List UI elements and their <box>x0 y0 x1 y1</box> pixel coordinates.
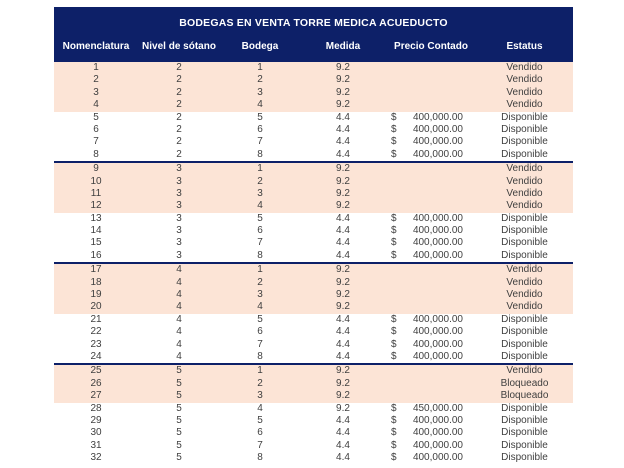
cell-medida: 4.4 <box>336 414 350 426</box>
table-row <box>54 314 573 326</box>
cell-nivel-sotano: 5 <box>176 427 182 439</box>
cell-bodega: 7 <box>257 338 263 350</box>
table-row <box>54 112 573 124</box>
column-header-estatus: Estatus <box>506 41 543 52</box>
cell-nivel-sotano: 3 <box>176 175 182 187</box>
cell-bodega: 1 <box>257 62 263 73</box>
cell-nomenclatura: 1 <box>93 62 99 73</box>
currency-symbol: $ <box>391 338 397 350</box>
cell-precio-contado <box>386 176 476 188</box>
cell-nomenclatura: 11 <box>90 187 102 199</box>
table-row <box>54 237 573 249</box>
currency-symbol: $ <box>391 123 397 135</box>
cell-bodega: 6 <box>257 123 263 135</box>
cell-nivel-sotano: 4 <box>176 313 182 325</box>
cell-bodega: 7 <box>257 439 263 451</box>
precio-amount: 400,000.00 <box>412 123 463 135</box>
cell-nivel-sotano: 5 <box>176 439 182 451</box>
table-row <box>54 136 573 148</box>
cell-estatus: Vendido <box>506 200 543 212</box>
currency-symbol: $ <box>391 402 397 414</box>
cell-precio-contado <box>386 62 476 74</box>
table-row <box>54 403 573 415</box>
table-row <box>54 124 573 136</box>
table-row <box>54 176 573 188</box>
cell-nomenclatura: 15 <box>90 237 102 249</box>
cell-nomenclatura: 5 <box>93 111 99 123</box>
cell-precio-contado <box>386 87 476 99</box>
cell-nivel-sotano: 4 <box>176 301 182 313</box>
precio-amount: 400,000.00 <box>412 148 463 160</box>
table-row <box>54 188 573 200</box>
cell-nivel-sotano: 3 <box>176 249 182 261</box>
cell-precio-contado <box>386 351 476 363</box>
cell-estatus: Vendido <box>506 187 543 199</box>
cell-precio-contado <box>386 264 476 276</box>
cell-nomenclatura: 30 <box>90 427 102 439</box>
column-header-bodega: Bodega <box>241 41 279 52</box>
currency-symbol: $ <box>391 111 397 123</box>
table-row <box>54 351 573 363</box>
cell-bodega: 4 <box>257 402 263 414</box>
cell-precio-contado <box>386 403 476 415</box>
cell-bodega: 6 <box>257 225 263 237</box>
currency-symbol: $ <box>391 350 397 362</box>
cell-estatus: Disponible <box>501 414 548 426</box>
table-row <box>54 440 573 452</box>
cell-medida: 4.4 <box>336 212 350 224</box>
cell-nivel-sotano: 4 <box>176 338 182 350</box>
column-header-row <box>54 36 573 62</box>
cell-estatus: Bloqueado <box>500 390 549 402</box>
cell-estatus: Vendido <box>506 301 543 313</box>
column-header-nivel-de-sotano: Nivel de sótano <box>142 41 216 52</box>
table-row <box>54 213 573 225</box>
bodegas-table <box>54 7 573 465</box>
cell-nivel-sotano: 2 <box>176 74 182 86</box>
cell-precio-contado <box>386 314 476 326</box>
cell-medida: 4.4 <box>336 237 350 249</box>
cell-nomenclatura: 28 <box>90 402 102 414</box>
cell-precio-contado <box>386 237 476 249</box>
cell-bodega: 6 <box>257 427 263 439</box>
cell-precio-contado <box>386 301 476 313</box>
cell-nomenclatura: 21 <box>90 313 102 325</box>
cell-estatus: Disponible <box>501 237 548 249</box>
cell-bodega: 5 <box>257 212 263 224</box>
cell-medida: 4.4 <box>336 136 350 148</box>
cell-bodega: 2 <box>257 377 263 389</box>
cell-nomenclatura: 13 <box>90 212 102 224</box>
cell-medida: 9.2 <box>336 390 350 402</box>
cell-precio-contado <box>386 149 476 161</box>
cell-nomenclatura: 7 <box>93 136 99 148</box>
cell-medida: 9.2 <box>336 74 350 86</box>
cell-nomenclatura: 8 <box>93 148 99 160</box>
currency-symbol: $ <box>391 427 397 439</box>
cell-nomenclatura: 29 <box>90 414 102 426</box>
cell-estatus: Disponible <box>501 338 548 350</box>
table-row <box>54 225 573 237</box>
cell-nomenclatura: 17 <box>90 264 102 276</box>
table-row <box>54 452 573 464</box>
cell-nomenclatura: 24 <box>90 350 102 362</box>
cell-estatus: Disponible <box>501 249 548 261</box>
cell-precio-contado <box>386 289 476 301</box>
cell-nivel-sotano: 3 <box>176 225 182 237</box>
cell-nomenclatura: 4 <box>93 99 99 111</box>
cell-medida: 4.4 <box>336 249 350 261</box>
cell-precio-contado <box>386 112 476 124</box>
table-row <box>54 363 573 377</box>
cell-medida: 9.2 <box>336 86 350 98</box>
cell-estatus: Disponible <box>501 148 548 160</box>
precio-amount: 400,000.00 <box>412 350 463 362</box>
cell-precio-contado <box>386 188 476 200</box>
cell-bodega: 8 <box>257 350 263 362</box>
cell-medida: 9.2 <box>336 402 350 414</box>
table-row <box>54 277 573 289</box>
cell-nomenclatura: 26 <box>90 377 102 389</box>
cell-bodega: 8 <box>257 148 263 160</box>
table-header <box>54 7 573 62</box>
cell-nivel-sotano: 4 <box>176 276 182 288</box>
precio-amount: 400,000.00 <box>412 249 463 261</box>
cell-medida: 9.2 <box>336 365 350 377</box>
cell-medida: 9.2 <box>336 264 350 276</box>
cell-nivel-sotano: 3 <box>176 187 182 199</box>
currency-symbol: $ <box>391 237 397 249</box>
cell-medida: 4.4 <box>336 123 350 135</box>
currency-symbol: $ <box>391 313 397 325</box>
table-row <box>54 378 573 390</box>
cell-precio-contado <box>386 378 476 390</box>
cell-nomenclatura: 6 <box>93 123 99 135</box>
cell-medida: 4.4 <box>336 148 350 160</box>
cell-nivel-sotano: 4 <box>176 289 182 301</box>
cell-bodega: 3 <box>257 187 263 199</box>
cell-medida: 4.4 <box>336 452 350 464</box>
cell-estatus: Vendido <box>506 175 543 187</box>
cell-bodega: 2 <box>257 175 263 187</box>
cell-precio-contado <box>386 136 476 148</box>
cell-nivel-sotano: 2 <box>176 99 182 111</box>
cell-bodega: 7 <box>257 237 263 249</box>
cell-estatus: Vendido <box>506 74 543 86</box>
cell-nomenclatura: 23 <box>90 338 102 350</box>
cell-nomenclatura: 22 <box>90 326 102 338</box>
cell-medida: 4.4 <box>336 439 350 451</box>
cell-nomenclatura: 25 <box>90 365 102 377</box>
table-row <box>54 99 573 111</box>
currency-symbol: $ <box>391 439 397 451</box>
table-row <box>54 390 573 402</box>
cell-nivel-sotano: 3 <box>176 200 182 212</box>
table-row <box>54 161 573 175</box>
cell-estatus: Disponible <box>501 350 548 362</box>
cell-medida: 4.4 <box>336 350 350 362</box>
cell-nomenclatura: 9 <box>93 163 99 175</box>
table-row <box>54 326 573 338</box>
cell-bodega: 5 <box>257 313 263 325</box>
cell-precio-contado <box>386 452 476 464</box>
table-row <box>54 200 573 212</box>
cell-estatus: Disponible <box>501 427 548 439</box>
cell-bodega: 4 <box>257 200 263 212</box>
precio-amount: 400,000.00 <box>412 452 463 464</box>
precio-amount: 400,000.00 <box>412 414 463 426</box>
cell-estatus: Bloqueado <box>500 377 549 389</box>
currency-symbol: $ <box>391 212 397 224</box>
cell-nomenclatura: 10 <box>90 175 102 187</box>
precio-amount: 400,000.00 <box>412 326 463 338</box>
cell-precio-contado <box>386 365 476 377</box>
cell-medida: 4.4 <box>336 225 350 237</box>
cell-nivel-sotano: 4 <box>176 350 182 362</box>
cell-precio-contado <box>386 277 476 289</box>
cell-bodega: 3 <box>257 86 263 98</box>
cell-medida: 4.4 <box>336 338 350 350</box>
cell-nivel-sotano: 5 <box>176 390 182 402</box>
cell-precio-contado <box>386 124 476 136</box>
cell-precio-contado <box>386 200 476 212</box>
cell-nivel-sotano: 4 <box>176 264 182 276</box>
cell-medida: 9.2 <box>336 377 350 389</box>
cell-bodega: 8 <box>257 249 263 261</box>
cell-bodega: 6 <box>257 326 263 338</box>
cell-estatus: Disponible <box>501 313 548 325</box>
cell-bodega: 4 <box>257 301 263 313</box>
cell-nivel-sotano: 5 <box>176 365 182 377</box>
cell-medida: 9.2 <box>336 175 350 187</box>
cell-estatus: Vendido <box>506 289 543 301</box>
cell-bodega: 8 <box>257 452 263 464</box>
cell-nomenclatura: 12 <box>90 200 102 212</box>
cell-estatus: Vendido <box>506 99 543 111</box>
cell-nivel-sotano: 4 <box>176 326 182 338</box>
precio-amount: 400,000.00 <box>412 427 463 439</box>
column-header-precio-contado: Precio Contado <box>394 41 468 52</box>
currency-symbol: $ <box>391 326 397 338</box>
cell-estatus: Vendido <box>506 264 543 276</box>
cell-nivel-sotano: 2 <box>176 136 182 148</box>
cell-precio-contado <box>386 415 476 427</box>
cell-nomenclatura: 19 <box>90 289 102 301</box>
cell-nomenclatura: 32 <box>90 452 102 464</box>
cell-precio-contado <box>386 99 476 111</box>
cell-estatus: Vendido <box>506 62 543 73</box>
cell-bodega: 5 <box>257 414 263 426</box>
cell-nivel-sotano: 3 <box>176 237 182 249</box>
cell-estatus: Disponible <box>501 212 548 224</box>
cell-precio-contado <box>386 339 476 351</box>
cell-nivel-sotano: 2 <box>176 123 182 135</box>
cell-nivel-sotano: 2 <box>176 111 182 123</box>
cell-nomenclatura: 20 <box>90 301 102 313</box>
cell-nomenclatura: 16 <box>90 249 102 261</box>
cell-nivel-sotano: 2 <box>176 148 182 160</box>
cell-precio-contado <box>386 390 476 402</box>
cell-estatus: Vendido <box>506 163 543 175</box>
precio-amount: 400,000.00 <box>412 136 463 148</box>
table-row <box>54 250 573 262</box>
cell-bodega: 3 <box>257 390 263 402</box>
cell-precio-contado <box>386 213 476 225</box>
cell-estatus: Vendido <box>506 276 543 288</box>
cell-estatus: Disponible <box>501 439 548 451</box>
cell-bodega: 1 <box>257 163 263 175</box>
table-row <box>54 74 573 86</box>
table-row <box>54 301 573 313</box>
cell-nivel-sotano: 3 <box>176 212 182 224</box>
table-row <box>54 262 573 276</box>
cell-bodega: 5 <box>257 111 263 123</box>
cell-bodega: 7 <box>257 136 263 148</box>
cell-estatus: Disponible <box>501 225 548 237</box>
cell-nomenclatura: 14 <box>90 225 102 237</box>
cell-nivel-sotano: 5 <box>176 377 182 389</box>
cell-precio-contado <box>386 427 476 439</box>
cell-nomenclatura: 31 <box>90 439 102 451</box>
cell-estatus: Disponible <box>501 136 548 148</box>
cell-precio-contado <box>386 74 476 86</box>
precio-amount: 450,000.00 <box>412 402 463 414</box>
cell-bodega: 2 <box>257 74 263 86</box>
precio-amount: 400,000.00 <box>412 237 463 249</box>
cell-nomenclatura: 3 <box>93 86 99 98</box>
cell-nomenclatura: 27 <box>90 390 102 402</box>
cell-medida: 4.4 <box>336 313 350 325</box>
cell-bodega: 2 <box>257 276 263 288</box>
cell-nivel-sotano: 3 <box>176 163 182 175</box>
cell-precio-contado <box>386 326 476 338</box>
cell-estatus: Disponible <box>501 326 548 338</box>
cell-medida: 9.2 <box>336 187 350 199</box>
cell-medida: 9.2 <box>336 301 350 313</box>
precio-amount: 400,000.00 <box>412 212 463 224</box>
table-row <box>54 149 573 161</box>
cell-nivel-sotano: 5 <box>176 402 182 414</box>
table-row <box>54 427 573 439</box>
cell-medida: 9.2 <box>336 200 350 212</box>
cell-medida: 9.2 <box>336 99 350 111</box>
currency-symbol: $ <box>391 148 397 160</box>
table-row <box>54 415 573 427</box>
table-row <box>54 289 573 301</box>
cell-nivel-sotano: 5 <box>176 452 182 464</box>
cell-medida: 4.4 <box>336 111 350 123</box>
cell-estatus: Vendido <box>506 365 543 377</box>
cell-medida: 9.2 <box>336 289 350 301</box>
cell-medida: 4.4 <box>336 427 350 439</box>
cell-precio-contado <box>386 163 476 175</box>
currency-symbol: $ <box>391 452 397 464</box>
cell-bodega: 3 <box>257 289 263 301</box>
currency-symbol: $ <box>391 249 397 261</box>
table-title: BODEGAS EN VENTA TORRE MEDICA ACUEDUCTO <box>179 17 448 29</box>
table-row <box>54 87 573 99</box>
cell-medida: 9.2 <box>336 163 350 175</box>
currency-symbol: $ <box>391 136 397 148</box>
cell-medida: 4.4 <box>336 326 350 338</box>
cell-nomenclatura: 18 <box>90 276 102 288</box>
cell-nivel-sotano: 5 <box>176 414 182 426</box>
precio-amount: 400,000.00 <box>412 111 463 123</box>
table-row <box>54 339 573 351</box>
precio-amount: 400,000.00 <box>412 225 463 237</box>
currency-symbol: $ <box>391 414 397 426</box>
currency-symbol: $ <box>391 225 397 237</box>
cell-estatus: Disponible <box>501 123 548 135</box>
cell-medida: 9.2 <box>336 276 350 288</box>
table-row <box>54 62 573 74</box>
cell-nivel-sotano: 2 <box>176 62 182 73</box>
cell-estatus: Disponible <box>501 402 548 414</box>
cell-nomenclatura: 2 <box>93 74 99 86</box>
cell-nivel-sotano: 2 <box>176 86 182 98</box>
cell-estatus: Disponible <box>501 111 548 123</box>
cell-precio-contado <box>386 250 476 262</box>
cell-bodega: 1 <box>257 264 263 276</box>
cell-estatus: Disponible <box>501 452 548 464</box>
cell-bodega: 4 <box>257 99 263 111</box>
precio-amount: 400,000.00 <box>412 439 463 451</box>
cell-bodega: 1 <box>257 365 263 377</box>
column-header-medida: Medida <box>325 41 361 52</box>
precio-amount: 400,000.00 <box>412 338 463 350</box>
cell-precio-contado <box>386 225 476 237</box>
cell-precio-contado <box>386 440 476 452</box>
precio-amount: 400,000.00 <box>412 313 463 325</box>
cell-estatus: Vendido <box>506 86 543 98</box>
cell-medida: 9.2 <box>336 62 350 73</box>
column-header-nomenclatura: Nomenclatura <box>62 41 130 52</box>
table-body <box>54 62 573 465</box>
